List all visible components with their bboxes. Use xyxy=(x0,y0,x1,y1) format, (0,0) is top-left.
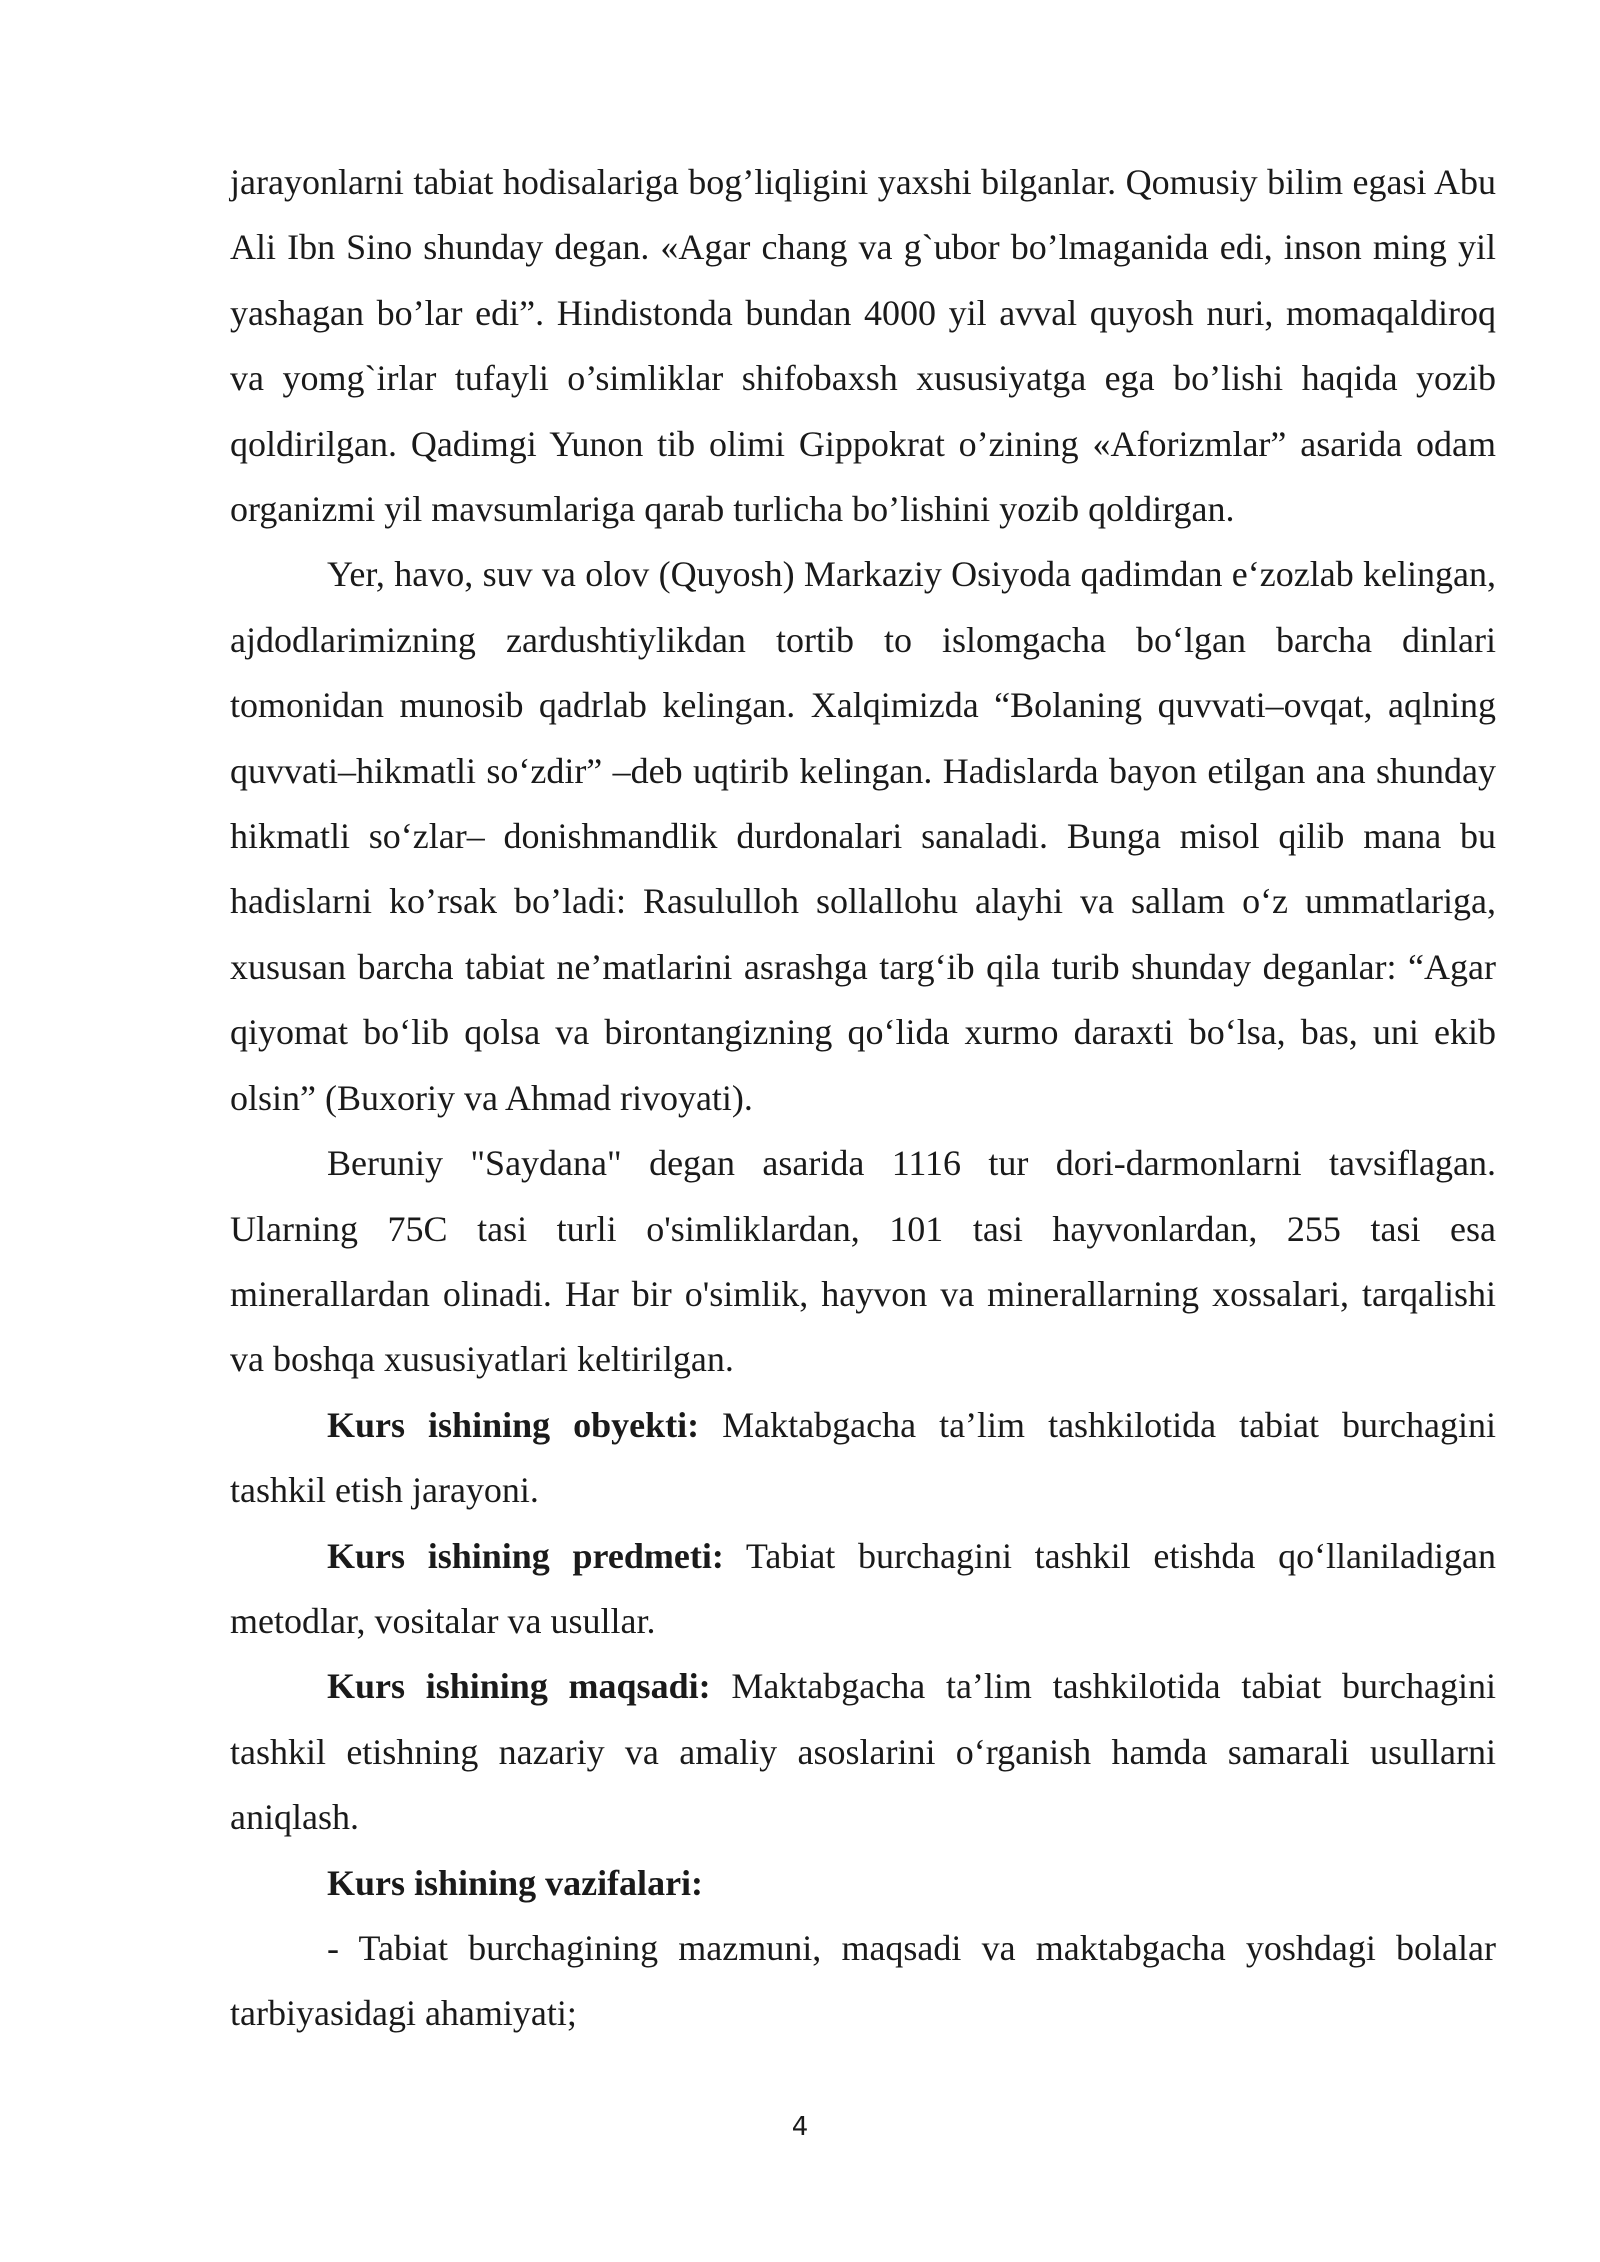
paragraph-beruniy xyxy=(230,1131,1496,1393)
paragraph-text: Maktabgacha ta’lim tashkilotida tabiat burchagini tashkil etishning nazariy va amaliy asoslarini o‘rganish hamda samarali usullarni aniqlash. xyxy=(230,1666,1496,1838)
paragraph-label: Kurs ishining predmeti: xyxy=(327,1535,724,1576)
paragraph-course-object xyxy=(230,1393,1496,1524)
paragraph-text: - Tabiat burchagining mazmuni, maqsadi va maktabgacha yoshdagi bolalar tarbiyasidagi ahamiyati; xyxy=(230,1927,1496,2034)
document-page xyxy=(230,150,1496,2047)
paragraph-intro-history xyxy=(230,150,1496,542)
paragraph-course-tasks-heading xyxy=(230,1851,1496,1916)
paragraph-course-subject xyxy=(230,1524,1496,1655)
paragraph-text: Beruniy "Saydana" degan asarida 1116 tur dori-darmonlarni tavsiflagan. Ularning 75C tasi turli o'simliklardan, 101 tasi hayvonlardan, 255 tasi esa minerallardan olinadi. Har bir o'simlik, hayvon va minerallarning xossalari, tarqalishi va boshqa xususiyatlari keltirilgan. xyxy=(230,1143,1496,1380)
paragraph-text: Tabiat burchagini tashkil etishda qo‘llaniladigan metodlar, vositalar va usullar. xyxy=(230,1535,1496,1641)
paragraph-text: Maktabgacha ta’lim tashkilotida tabiat burchagini tashkil etish jarayoni. xyxy=(230,1404,1496,1511)
paragraph-task-item xyxy=(230,1916,1496,2047)
page-number: 4 xyxy=(791,2112,809,2142)
paragraph-label: Kurs ishining obyekti: xyxy=(327,1404,700,1445)
paragraph-text: Yer, havo, suv va olov (Quyosh) Markaziy Osiyoda qadimdan e‘zozlab kelingan, ajdodlarimizning zardushtiylikdan tortib to islomgacha bo‘lgan barcha dinlari tomonidan munosib qadrlab kelingan. Xalqimizda “Bolaning quvvati–ovqat, aqlning quvvati–hikmatli so‘zdir” –deb uqtirib kelingan. Hadislarda bayon etilgan ana shunday hikmatli so‘zlar– donishmandlik durdonalari sanaladi. Bunga misol qilib mana bu hadislarni ko’rsak bo’ladi: Rasululloh sollallohu alayhi va sallam o‘z ummatlariga, xususan barcha tabiat ne’matlarini asrashga targ‘ib qila turib shunday deganlar: “Agar qiyomat bo‘lib qolsa va birontangizning qo‘lida xurmo daraxti bo‘lsa, bas, uni ekib olsin” (Buxoriy va Ahmad rivoyati). xyxy=(230,554,1496,1118)
paragraph-natural-elements xyxy=(230,542,1496,1131)
paragraph-label: Kurs ishining vazifalari: xyxy=(327,1862,704,1903)
paragraph-text: jarayonlarni tabiat hodisalariga bog’liqligini yaxshi bilganlar. Qomusiy bilim egasi Abu Ali Ibn Sino shunday degan. «Agar chang va g`ubor bo’lmaganida edi, inson ming yil yashagan bo’lar edi”. Hindistonda bundan 4000 yil avval quyosh nuri, momaqaldiroq va yomg`irlar tufayli o’simliklar shifobaxsh xususiyatga ega bo’lishi haqida yozib qoldirilgan. Qadimgi Yunon tib olimi Gippokrat o’zining «Aforizmlar” asarida odam organizmi yil mavsumlariga qarab turlicha bo’lishini yozib qoldirgan. xyxy=(230,162,1496,530)
paragraph-label: Kurs ishining maqsadi: xyxy=(327,1666,711,1707)
paragraph-course-goal xyxy=(230,1654,1496,1850)
